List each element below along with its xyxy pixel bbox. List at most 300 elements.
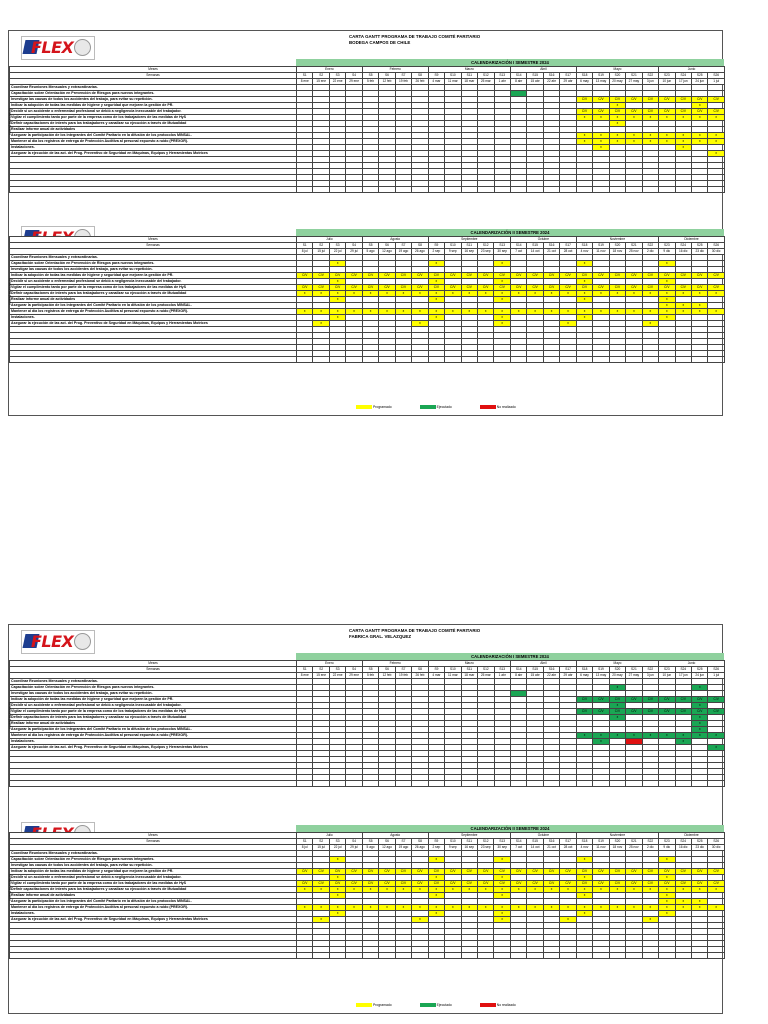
- schedule-cell: x: [593, 733, 609, 739]
- empty-cell: [626, 187, 642, 193]
- schedule-cell: x: [428, 875, 444, 881]
- schedule-cell: x: [428, 893, 444, 899]
- schedule-cell: C/V: [642, 709, 659, 715]
- empty-cell: [675, 357, 691, 363]
- empty-cell: [576, 357, 592, 363]
- week-date: 26 feb: [412, 79, 429, 85]
- schedule-cell: C/V: [576, 697, 592, 703]
- week-date: 29 ene: [346, 79, 362, 85]
- activity-name: Indicar la adopción de todas las medidas de higiene y seguridad que mejoren la gestión de PR.: [10, 869, 297, 875]
- schedule-cell: C/V: [675, 109, 691, 115]
- week-date: 11 nov: [593, 249, 609, 255]
- empty-cell: [478, 781, 494, 787]
- week-date: 9 sep: [445, 845, 461, 851]
- schedule-cell: x: [560, 887, 576, 893]
- empty-cell: [708, 357, 725, 363]
- week-code: S5: [362, 73, 378, 79]
- schedule-cell: C/V: [593, 869, 609, 875]
- schedule-cell: C/V: [659, 285, 675, 291]
- week-date: 21 oct: [543, 249, 559, 255]
- week-date: 22 jul: [329, 249, 345, 255]
- gantt-sheet-fabrica: [8, 624, 723, 1014]
- area-label: COMITÉ DE TRABAJO: [9, 277, 12, 305]
- schedule-cell: C/V: [428, 285, 444, 291]
- week-date: 12 ago: [379, 845, 395, 851]
- sheet-banner: [9, 625, 722, 655]
- seal-icon: [74, 39, 91, 56]
- week-date: 19 ago: [395, 845, 411, 851]
- schedule-cell: x: [428, 261, 444, 267]
- schedule-cell: C/V: [708, 869, 725, 875]
- week-date: 8 abr: [510, 673, 526, 679]
- schedule-cell: C/V: [527, 285, 543, 291]
- week-date: 24 jun: [692, 79, 708, 85]
- week-date: 8 ene: [297, 673, 313, 679]
- empty-cell: [297, 953, 313, 959]
- empty-cell: [560, 781, 576, 787]
- week-code: S14: [510, 73, 526, 79]
- week-code: S13: [494, 243, 511, 249]
- schedule-cell: C/V: [313, 869, 329, 875]
- schedule-cell: C/V: [494, 273, 511, 279]
- activity-name: Instalaciones.: [10, 911, 297, 917]
- schedule-cell: x: [675, 139, 691, 145]
- empty-cell: [659, 781, 675, 787]
- empty-cell: [445, 953, 461, 959]
- month-header: Noviembre: [576, 237, 658, 243]
- schedule-cell: C/V: [297, 285, 313, 291]
- activity-name: Asegurar la ejecución de las act. del Prog. Preventivo de Seguridad en Máquinas, Equipos y Herramientas Motrices: [10, 745, 297, 751]
- schedule-cell: C/V: [461, 869, 477, 875]
- week-date: 5 feb: [362, 79, 378, 85]
- weeks-label: Semanas: [10, 667, 297, 673]
- week-date: 4 nov: [576, 249, 592, 255]
- empty-cell: [609, 781, 625, 787]
- schedule-cell: C/V: [395, 881, 411, 887]
- week-date: 30 sep: [494, 845, 511, 851]
- empty-cell: [659, 357, 675, 363]
- week-date: 23 dic: [691, 845, 707, 851]
- schedule-cell: C/V: [576, 709, 592, 715]
- schedule-cell: x: [297, 309, 313, 315]
- week-code: S23: [659, 839, 675, 845]
- schedule-cell: C/V: [609, 709, 625, 715]
- month-header: Enero: [297, 661, 363, 667]
- schedule-cell: x: [395, 291, 411, 297]
- week-code: S7: [395, 243, 411, 249]
- week-date: 14 oct: [527, 845, 543, 851]
- empty-cell: [494, 953, 511, 959]
- week-code: S13: [494, 73, 510, 79]
- week-date: 8 jul: [297, 845, 313, 851]
- schedule-cell: C/V: [297, 869, 313, 875]
- activity-name: Indicar la adopción de todas las medidas de higiene y seguridad que mejoren la gestión de PR.: [10, 273, 297, 279]
- empty-cell: [428, 357, 444, 363]
- legend-label: Ejecutado: [436, 1003, 452, 1007]
- schedule-cell: x: [708, 733, 724, 739]
- weeks-label: Semanas: [10, 73, 297, 79]
- schedule-cell: x: [461, 887, 477, 893]
- week-code: S16: [543, 73, 559, 79]
- week-date: 27 may: [626, 79, 642, 85]
- schedule-cell: C/V: [395, 869, 411, 875]
- empty-cell: [675, 781, 691, 787]
- schedule-cell: x: [428, 309, 444, 315]
- schedule-cell: x: [297, 291, 313, 297]
- empty-cell: [362, 781, 378, 787]
- schedule-cell: x: [576, 279, 592, 285]
- activity-name: Vigilar el cumplimiento tanto por parte de la empresa como de los trabajadores de las medidas de HyS: [10, 709, 297, 715]
- schedule-cell: C/V: [379, 869, 395, 875]
- legend-swatch: [480, 1003, 496, 1007]
- week-code: S3: [329, 243, 345, 249]
- schedule-cell: x: [329, 279, 345, 285]
- week-code: S16: [543, 243, 559, 249]
- schedule-cell: x: [593, 291, 609, 297]
- week-date: 17 jun: [675, 79, 691, 85]
- schedule-cell: x: [692, 685, 708, 691]
- schedule-cell: C/V: [461, 273, 477, 279]
- week-code: S23: [659, 243, 675, 249]
- months-label: Meses: [10, 67, 297, 73]
- week-code: S9: [428, 73, 444, 79]
- schedule-cell: x: [412, 887, 428, 893]
- schedule-cell: x: [428, 279, 444, 285]
- schedule-cell: x: [313, 887, 329, 893]
- schedule-cell: x: [576, 733, 592, 739]
- schedule-cell: C/V: [609, 109, 625, 115]
- activity-name: Asegurar la participación de los integrantes del Comité Paritario en la difusión de los protocolos MINSAL.: [10, 727, 297, 733]
- week-code: S18: [576, 839, 592, 845]
- schedule-cell: x: [379, 291, 395, 297]
- schedule-cell: C/V: [313, 273, 329, 279]
- activity-name: Capacitación sobre Orientación en Prevención de Riesgos para nuevos integrantes.: [10, 685, 297, 691]
- schedule-cell: x: [477, 291, 493, 297]
- schedule-cell: C/V: [445, 869, 461, 875]
- empty-cell: [510, 357, 526, 363]
- week-code: S12: [477, 243, 493, 249]
- empty-cell: [362, 187, 378, 193]
- week-date: 17 jun: [675, 673, 691, 679]
- schedule-cell: x: [593, 145, 609, 151]
- week-code: S25: [691, 243, 707, 249]
- schedule-cell: C/V: [379, 881, 395, 887]
- schedule-cell: x: [675, 733, 691, 739]
- empty-cell: [346, 357, 362, 363]
- empty-cell: [395, 357, 411, 363]
- activity-name: Definir capacitaciones de interés para los trabajadores y canalizar su ejecución a través de Mutualidad: [10, 715, 297, 721]
- week-date: 7 oct: [510, 249, 526, 255]
- schedule-cell: x: [593, 887, 609, 893]
- schedule-cell: x: [708, 905, 725, 911]
- empty-cell: [494, 781, 510, 787]
- schedule-cell: C/V: [593, 881, 609, 887]
- week-date: 8 jul: [297, 249, 313, 255]
- schedule-cell: x: [329, 857, 345, 863]
- week-date: 27 may: [626, 673, 642, 679]
- schedule-cell: x: [609, 309, 625, 315]
- schedule-cell: C/V: [560, 869, 576, 875]
- week-date: 30 dic: [708, 249, 725, 255]
- week-date: 15 jul: [313, 249, 329, 255]
- empty-cell: [395, 781, 411, 787]
- empty-cell: [560, 187, 576, 193]
- semester-block: [9, 221, 722, 401]
- schedule-cell: x: [675, 303, 691, 309]
- schedule-cell: C/V: [362, 273, 378, 279]
- schedule-cell: x: [675, 115, 691, 121]
- legend-swatch: [356, 1003, 372, 1007]
- schedule-cell: x: [412, 321, 428, 327]
- schedule-cell: x: [527, 887, 543, 893]
- schedule-cell: C/V: [659, 97, 675, 103]
- empty-cell: [576, 781, 592, 787]
- empty-cell: [412, 953, 428, 959]
- schedule-cell: C/V: [329, 273, 345, 279]
- schedule-cell: x: [708, 139, 724, 145]
- schedule-cell: C/V: [445, 273, 461, 279]
- empty-cell: [379, 187, 395, 193]
- schedule-cell: C/V: [527, 273, 543, 279]
- empty-cell: [461, 187, 477, 193]
- seal-icon: [74, 633, 91, 650]
- schedule-cell: x: [379, 887, 395, 893]
- empty-cell: [510, 953, 526, 959]
- month-header: Agosto: [362, 237, 428, 243]
- area-label: COMITÉ DE TRABAJO: [9, 701, 12, 729]
- week-date: 22 abr: [543, 79, 559, 85]
- week-date: 19 feb: [395, 79, 411, 85]
- week-code: S17: [560, 839, 576, 845]
- empty-cell: [477, 953, 493, 959]
- schedule-cell: x: [560, 309, 576, 315]
- week-date: 22 jul: [329, 845, 345, 851]
- schedule-cell: x: [461, 291, 477, 297]
- legend-swatch: [420, 1003, 436, 1007]
- schedule-cell: C/V: [379, 273, 395, 279]
- schedule-cell: x: [362, 291, 378, 297]
- schedule-cell: x: [609, 121, 625, 127]
- week-code: S7: [395, 839, 411, 845]
- activity-name: Asegurar la ejecución de las act. del Prog. Preventivo de Seguridad en Máquinas, Equipos y Herramientas Motrices: [10, 321, 297, 327]
- week-date: 9 dic: [659, 249, 675, 255]
- week-date: 12 ago: [379, 249, 395, 255]
- gantt-table: [9, 236, 725, 363]
- week-code: S8: [412, 839, 428, 845]
- schedule-cell: C/V: [626, 869, 642, 875]
- week-code: S23: [659, 667, 675, 673]
- schedule-cell: C/V: [576, 869, 592, 875]
- week-code: S14: [510, 667, 526, 673]
- empty-cell: [461, 781, 477, 787]
- schedule-cell: x: [659, 279, 675, 285]
- empty-row: [10, 357, 725, 363]
- month-header: Octubre: [510, 833, 576, 839]
- empty-cell: [642, 781, 659, 787]
- month-header: Junio: [659, 661, 725, 667]
- schedule-cell: C/V: [543, 881, 559, 887]
- week-code: S8: [412, 73, 429, 79]
- activity-name: Decidir si un accidente o enfermedad profesional se debió a negligencia inexcusable del trabajador.: [10, 703, 297, 709]
- week-date: 20 may: [609, 673, 625, 679]
- schedule-cell: C/V: [675, 709, 691, 715]
- schedule-cell: x: [494, 321, 511, 327]
- schedule-cell: C/V: [461, 881, 477, 887]
- week-date: 3 jun: [642, 79, 659, 85]
- week-code: S5: [362, 839, 378, 845]
- week-code: S19: [593, 667, 609, 673]
- week-date: 19 feb: [395, 673, 411, 679]
- schedule-cell: C/V: [445, 881, 461, 887]
- week-code: S19: [593, 839, 609, 845]
- schedule-cell: x: [642, 733, 659, 739]
- week-code: S15: [527, 243, 543, 249]
- schedule-cell: x: [412, 917, 428, 923]
- week-code: S13: [494, 667, 510, 673]
- empty-cell: [412, 187, 429, 193]
- schedule-cell: x: [659, 303, 675, 309]
- month-header: Abril: [510, 67, 576, 73]
- schedule-cell: x: [675, 133, 691, 139]
- week-code: S26: [708, 243, 725, 249]
- schedule-cell: x: [609, 703, 625, 709]
- empty-cell: [329, 187, 345, 193]
- schedule-cell: C/V: [527, 869, 543, 875]
- schedule-cell: C/V: [346, 869, 362, 875]
- schedule-cell: C/V: [609, 881, 625, 887]
- schedule-cell: C/V: [297, 881, 313, 887]
- empty-cell: [379, 953, 395, 959]
- schedule-cell: C/V: [510, 869, 526, 875]
- schedule-cell: x: [626, 733, 642, 739]
- schedule-cell: C/V: [412, 869, 428, 875]
- activity-name: Instalaciones.: [10, 145, 297, 151]
- schedule-cell: x: [659, 115, 675, 121]
- week-date: 12 feb: [379, 79, 395, 85]
- week-date: 18 nov: [609, 845, 625, 851]
- week-code: S21: [626, 73, 642, 79]
- schedule-cell: x: [313, 291, 329, 297]
- schedule-cell: x: [609, 291, 625, 297]
- empty-cell: [527, 187, 543, 193]
- schedule-cell: C/V: [412, 881, 428, 887]
- schedule-cell: x: [329, 309, 345, 315]
- schedule-cell: x: [691, 905, 707, 911]
- schedule-cell: C/V: [560, 285, 576, 291]
- empty-cell: [428, 781, 444, 787]
- schedule-cell: C/V: [560, 881, 576, 887]
- empty-cell: [297, 781, 313, 787]
- schedule-cell: C/V: [412, 285, 428, 291]
- empty-cell: [691, 953, 707, 959]
- week-date: 8 ene: [297, 79, 313, 85]
- schedule-cell: x: [461, 905, 477, 911]
- schedule-cell: C/V: [659, 881, 675, 887]
- months-label: Meses: [10, 661, 297, 667]
- schedule-cell: x: [527, 291, 543, 297]
- schedule-cell: C/V: [609, 869, 625, 875]
- weeks-label: Semanas: [10, 243, 297, 249]
- schedule-cell: C/V: [593, 697, 609, 703]
- schedule-cell: C/V: [395, 285, 411, 291]
- schedule-cell: x: [494, 309, 511, 315]
- schedule-cell: x: [659, 297, 675, 303]
- week-code: S22: [642, 667, 659, 673]
- activity-name: Vigilar el cumplimiento tanto por parte de la empresa como de los trabajadores de las medidas de HyS: [10, 115, 297, 121]
- schedule-cell: x: [379, 309, 395, 315]
- schedule-cell: x: [527, 905, 543, 911]
- week-code: S20: [609, 667, 625, 673]
- month-header: Mayo: [576, 661, 658, 667]
- document-title: [349, 628, 480, 640]
- schedule-cell: C/V: [593, 273, 609, 279]
- legend-label: No realizado: [496, 1003, 516, 1007]
- schedule-cell: C/V: [362, 869, 378, 875]
- week-date: 11 mar: [445, 79, 461, 85]
- empty-row: [10, 781, 725, 787]
- schedule-cell: C/V: [642, 697, 659, 703]
- week-date: 16 dic: [675, 845, 691, 851]
- schedule-cell: x: [692, 133, 708, 139]
- schedule-cell: x: [659, 261, 675, 267]
- schedule-cell: x: [609, 733, 625, 739]
- empty-cell: [708, 953, 725, 959]
- schedule-cell: x: [560, 321, 576, 327]
- semester-title: CALENDARIZACIÓN II SEMESTRE 2024: [296, 825, 724, 832]
- week-code: S6: [379, 839, 395, 845]
- week-date: 24 jun: [692, 673, 708, 679]
- schedule-cell: x: [329, 315, 345, 321]
- empty-cell: [692, 187, 708, 193]
- empty-cell: [461, 953, 477, 959]
- schedule-cell: x: [510, 905, 526, 911]
- schedule-cell: x: [593, 739, 609, 745]
- schedule-cell: C/V: [691, 869, 707, 875]
- title-line-2: BODEGA CAMPOS DE CHILE: [349, 40, 411, 45]
- schedule-cell: x: [445, 887, 461, 893]
- semester-title: CALENDARIZACIÓN II SEMESTRE 2024: [296, 229, 724, 236]
- schedule-cell: x: [593, 139, 609, 145]
- empty-cell: [346, 953, 362, 959]
- empty-cell: [329, 357, 345, 363]
- schedule-cell: x: [609, 133, 625, 139]
- schedule-cell: C/V: [609, 285, 625, 291]
- schedule-cell: x: [329, 875, 345, 881]
- schedule-cell: C/V: [626, 709, 642, 715]
- schedule-cell: x: [576, 261, 592, 267]
- schedule-cell: x: [329, 887, 345, 893]
- schedule-cell: x: [626, 133, 642, 139]
- activity-name: Realizar informe anual de actividades: [10, 721, 297, 727]
- schedule-cell: C/V: [593, 109, 609, 115]
- schedule-cell: C/V: [675, 273, 691, 279]
- schedule-cell: C/V: [477, 285, 493, 291]
- schedule-cell: x: [395, 309, 411, 315]
- schedule-cell: x: [313, 321, 329, 327]
- week-code: S15: [527, 839, 543, 845]
- month-header: Julio: [297, 237, 363, 243]
- schedule-cell: C/V: [708, 697, 724, 703]
- month-header: Diciembre: [659, 833, 725, 839]
- schedule-cell: C/V: [445, 285, 461, 291]
- schedule-cell: C/V: [510, 881, 526, 887]
- schedule-cell: x: [576, 139, 592, 145]
- empty-cell: [560, 953, 576, 959]
- week-code: S10: [445, 73, 461, 79]
- week-code: S11: [461, 243, 477, 249]
- schedule-cell: C/V: [576, 285, 592, 291]
- schedule-cell: x: [691, 309, 707, 315]
